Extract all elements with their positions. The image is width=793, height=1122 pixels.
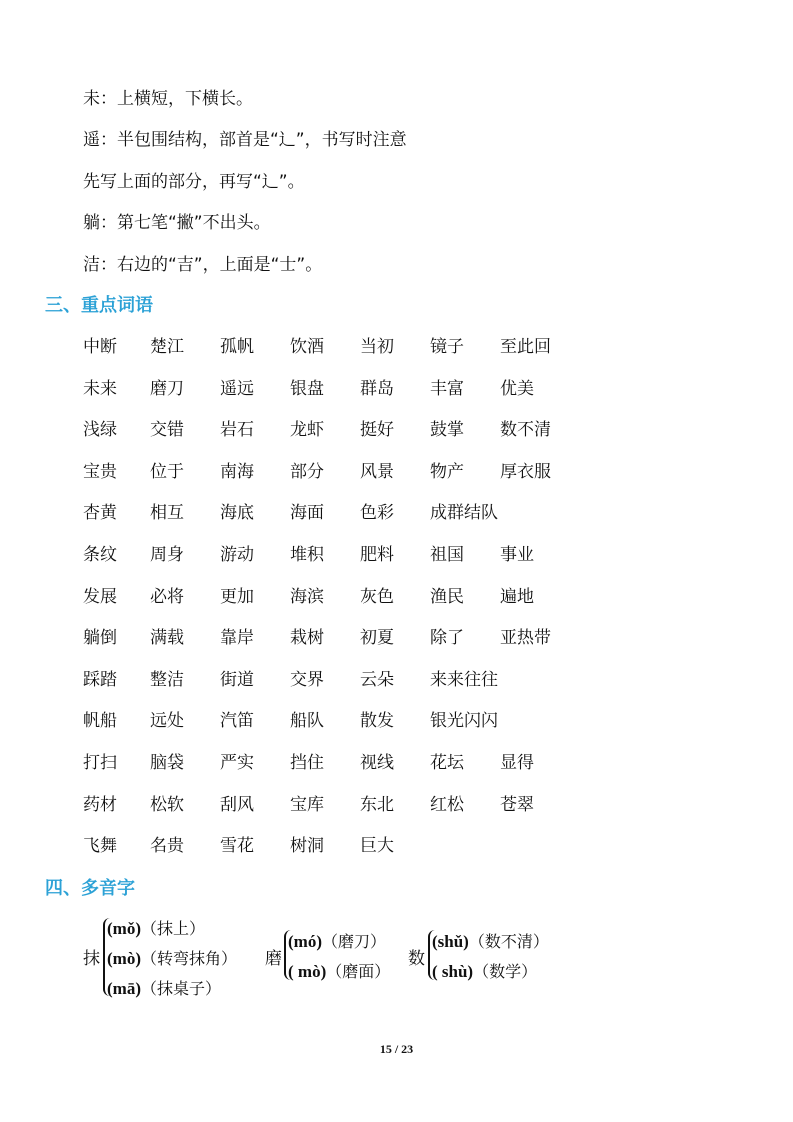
note-line: 先写上面的部分，再写“辶”。 xyxy=(83,172,305,192)
note-line: 躺：第七笔“撇”不出头。 xyxy=(83,213,271,233)
key-word: 岩石 xyxy=(220,420,254,441)
key-word: 群岛 xyxy=(360,378,394,399)
note-line: 洁：右边的“吉”，上面是“士”。 xyxy=(83,255,323,275)
key-word: 部分 xyxy=(290,461,324,482)
page-number: 15 / 23 xyxy=(379,1042,414,1056)
key-word: 打扫 xyxy=(83,753,117,773)
key-word: 发展 xyxy=(83,586,117,607)
key-word: 船队 xyxy=(290,711,324,732)
key-word: 整洁 xyxy=(150,669,184,690)
key-word: 灰色 xyxy=(360,586,394,607)
polyphone-char: 数 xyxy=(408,949,425,969)
key-word: 药材 xyxy=(83,794,117,815)
key-word: 严实 xyxy=(220,753,254,773)
key-word: 色彩 xyxy=(360,503,394,524)
key-word: 来来往往 xyxy=(430,669,498,690)
key-word: 中断 xyxy=(83,337,117,357)
key-word: 周身 xyxy=(150,545,184,565)
key-word: 显得 xyxy=(500,753,534,773)
key-word: 树洞 xyxy=(290,836,324,857)
key-word: 祖国 xyxy=(430,545,464,565)
key-word: 游动 xyxy=(220,545,254,565)
key-word: 脑袋 xyxy=(150,753,184,773)
key-word: 杏黄 xyxy=(83,503,117,524)
key-word: 躺倒 xyxy=(83,628,117,649)
key-word: 散发 xyxy=(360,711,394,732)
key-word: 磨刀 xyxy=(150,378,184,399)
polyphone-reading: (mò)（转弯抹角） xyxy=(107,949,237,968)
key-word: 海底 xyxy=(220,503,254,524)
key-word: 厚衣服 xyxy=(500,461,551,482)
key-word: 栽树 xyxy=(290,628,324,649)
key-word: 未来 xyxy=(83,378,117,399)
polyphone-reading: (mǒ)（抹上） xyxy=(107,919,205,938)
key-word: 肥料 xyxy=(360,545,394,565)
key-word: 名贵 xyxy=(150,836,184,857)
key-word: 松软 xyxy=(150,794,184,815)
section-heading-key-words: 三、重点词语 xyxy=(45,295,153,316)
key-word: 优美 xyxy=(500,378,534,399)
key-word: 亚热带 xyxy=(500,628,551,649)
key-word: 至此回 xyxy=(500,337,551,357)
polyphone-char: 抹 xyxy=(83,949,100,969)
key-word: 飞舞 xyxy=(83,836,117,857)
key-word: 挺好 xyxy=(360,420,394,441)
key-word: 鼓掌 xyxy=(430,420,464,441)
key-word: 宝贵 xyxy=(83,461,117,482)
polyphone-reading: (shǔ)（数不清） xyxy=(432,932,549,951)
key-word: 更加 xyxy=(220,586,254,607)
key-word: 必将 xyxy=(150,586,184,607)
key-word: 帆船 xyxy=(83,711,117,732)
polyphone-char: 磨 xyxy=(265,949,282,969)
key-word: 满载 xyxy=(150,628,184,649)
key-word: 楚江 xyxy=(150,337,184,357)
key-word: 刮风 xyxy=(220,794,254,815)
key-word: 遥远 xyxy=(220,378,254,399)
key-word: 丰富 xyxy=(430,378,464,399)
note-line: 遥：半包围结构，部首是“辶”，书写时注意 xyxy=(83,130,407,150)
section-heading-polyphones: 四、多音字 xyxy=(45,878,135,899)
key-word: 浅绿 xyxy=(83,420,117,441)
key-word: 红松 xyxy=(430,794,464,815)
key-word: 除了 xyxy=(430,628,464,649)
key-word: 巨大 xyxy=(360,836,394,857)
key-word: 风景 xyxy=(360,461,394,482)
key-word: 成群结队 xyxy=(430,503,498,524)
key-word: 事业 xyxy=(500,545,534,565)
polyphone-reading: (mā)（抹桌子） xyxy=(107,979,221,998)
note-line: 未：上横短，下横长。 xyxy=(83,89,253,109)
key-word: 海滨 xyxy=(290,586,324,607)
key-word: 宝库 xyxy=(290,794,324,815)
key-word: 数不清 xyxy=(500,420,551,441)
key-word: 堆积 xyxy=(290,545,324,565)
key-word: 交错 xyxy=(150,420,184,441)
key-word: 饮酒 xyxy=(290,337,324,357)
polyphone-reading: (mó)（磨刀） xyxy=(288,932,386,951)
key-word: 银盘 xyxy=(290,378,324,399)
key-word: 雪花 xyxy=(220,836,254,857)
key-word: 南海 xyxy=(220,461,254,482)
key-word: 街道 xyxy=(220,669,254,690)
key-word: 渔民 xyxy=(430,586,464,607)
key-word: 苍翠 xyxy=(500,794,534,815)
key-word: 远处 xyxy=(150,711,184,732)
key-word: 交界 xyxy=(290,669,324,690)
polyphone-reading: ( shù)（数学） xyxy=(432,962,538,981)
key-word: 踩踏 xyxy=(83,669,117,690)
key-word: 初夏 xyxy=(360,628,394,649)
key-word: 云朵 xyxy=(360,669,394,690)
polyphone-reading: ( mò)（磨面） xyxy=(288,962,391,981)
key-word: 靠岸 xyxy=(220,628,254,649)
key-word: 当初 xyxy=(360,337,394,357)
key-word: 挡住 xyxy=(290,753,324,773)
key-word: 条纹 xyxy=(83,545,117,565)
key-word: 海面 xyxy=(290,503,324,524)
key-word: 汽笛 xyxy=(220,711,254,732)
key-word: 物产 xyxy=(430,461,464,482)
key-word: 龙虾 xyxy=(290,420,324,441)
key-word: 花坛 xyxy=(430,753,464,773)
key-word: 相互 xyxy=(150,503,184,524)
key-word: 位于 xyxy=(150,461,184,482)
key-word: 镜子 xyxy=(430,337,464,357)
key-word: 东北 xyxy=(360,794,394,815)
key-word: 孤帆 xyxy=(220,337,254,357)
key-word: 遍地 xyxy=(500,586,534,607)
key-word: 视线 xyxy=(360,753,394,773)
key-word: 银光闪闪 xyxy=(430,711,498,732)
